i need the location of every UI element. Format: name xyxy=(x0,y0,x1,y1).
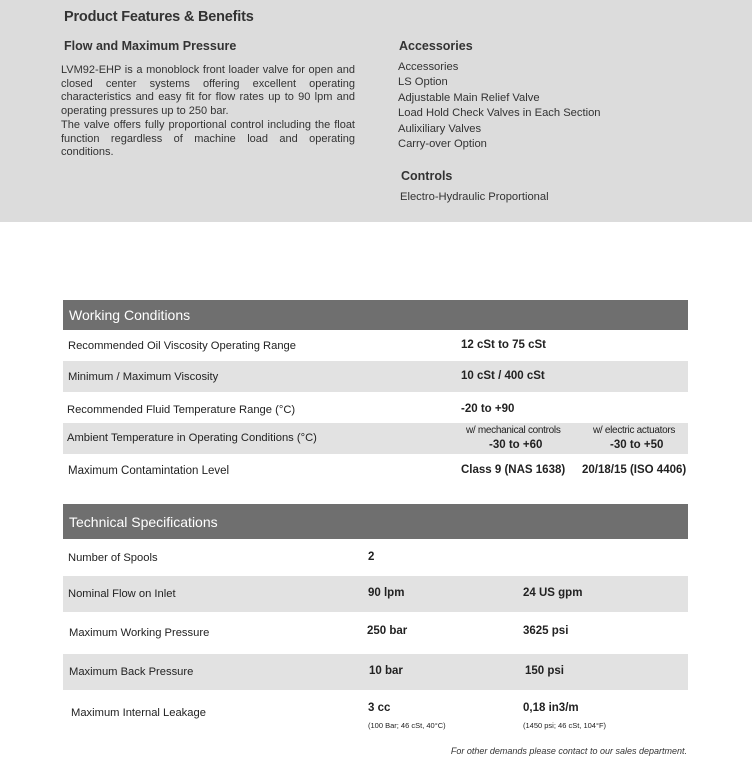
working-conditions-title: Working Conditions xyxy=(69,307,191,323)
ts-imperial: 0,18 in3/m xyxy=(523,702,579,714)
accessory-item: LS Option xyxy=(398,76,448,88)
wc-value-iso: 20/18/15 (ISO 4406) xyxy=(582,464,687,476)
wc-value-nas: Class 9 (NAS 1638) xyxy=(461,464,566,476)
wc-label: Minimum / Maximum Viscosity xyxy=(68,371,219,383)
accessory-item: Accessories xyxy=(398,61,459,73)
ts-metric: 10 bar xyxy=(369,665,403,677)
wc-elec-value: -30 to +50 xyxy=(610,439,664,451)
accessories-heading: Accessories xyxy=(399,39,473,53)
controls-value: Electro-Hydraulic Proportional xyxy=(400,191,549,203)
wc-mech-value: -30 to +60 xyxy=(489,439,543,451)
wc-label: Ambient Temperature in Operating Conditions (°C) xyxy=(67,432,317,444)
ts-row-back-pressure xyxy=(63,654,688,690)
flow-heading: Flow and Maximum Pressure xyxy=(64,39,237,53)
flow-paragraph-2: The valve offers fully proportional control including the float function regardless of machine load and operating conditions. xyxy=(61,119,355,158)
controls-heading: Controls xyxy=(401,169,453,183)
wc-row-ambient-temperature xyxy=(63,423,688,454)
wc-value: 12 cSt to 75 cSt xyxy=(461,339,547,351)
tech-specs-header xyxy=(63,504,688,539)
wc-value: -20 to +90 xyxy=(461,403,515,415)
accessory-item: Load Hold Check Valves in Each Section xyxy=(398,107,601,119)
ts-row-working-pressure xyxy=(63,612,688,654)
wc-label: Recommended Oil Viscosity Operating Range xyxy=(68,340,297,352)
ts-metric: 250 bar xyxy=(367,625,408,637)
tech-specs-title: Technical Specifications xyxy=(69,514,218,530)
ts-label: Maximum Working Pressure xyxy=(69,627,210,639)
ts-metric: 2 xyxy=(368,551,375,563)
ts-metric-note: (100 Bar; 46 cSt, 40°C) xyxy=(368,721,446,730)
ts-row-flow xyxy=(63,576,688,612)
wc-row-fluid-temperature xyxy=(63,392,688,423)
working-conditions-header xyxy=(63,300,688,330)
ts-imperial-note: (1450 psi; 46 cSt, 104°F) xyxy=(523,721,607,730)
ts-label: Maximum Internal Leakage xyxy=(71,707,206,719)
wc-row-viscosity-range xyxy=(63,330,688,361)
ts-metric: 3 cc xyxy=(368,702,391,714)
ts-imperial: 3625 psi xyxy=(523,625,569,637)
wc-row-contamination xyxy=(63,454,688,488)
accessory-item: Aulixiliary Valves xyxy=(398,123,482,135)
wc-label: Maximum Contamintation Level xyxy=(68,465,230,477)
footer-note: For other demands please contact to our sales department. xyxy=(450,746,687,756)
ts-imperial: 150 psi xyxy=(525,665,564,677)
ts-label: Maximum Back Pressure xyxy=(69,666,194,678)
accessory-item: Adjustable Main Relief Valve xyxy=(398,92,540,104)
wc-mech-label: w/ mechanical controls xyxy=(466,425,561,436)
wc-elec-label: w/ electric actuators xyxy=(593,425,676,436)
ts-label: Nominal Flow on Inlet xyxy=(68,588,176,600)
features-title: Product Features & Benefits xyxy=(64,9,254,25)
ts-row-spools xyxy=(63,539,688,576)
ts-metric: 90 lpm xyxy=(368,587,405,599)
wc-row-min-max-viscosity xyxy=(63,361,688,392)
ts-row-internal-leakage xyxy=(63,690,688,738)
accessory-item: Carry-over Option xyxy=(398,138,487,150)
wc-label: Recommended Fluid Temperature Range (°C) xyxy=(67,404,296,416)
flow-paragraph-1: LVM92-EHP is a monoblock front loader valve for open and closed center systems offering excellent operating characteristics and easy fit for flow rates up to 90 lpm and operating pressures up to 250 bar. xyxy=(61,64,355,117)
wc-value: 10 cSt / 400 cSt xyxy=(461,370,545,382)
ts-label: Number of Spools xyxy=(68,552,158,564)
ts-imperial: 24 US gpm xyxy=(523,587,583,599)
